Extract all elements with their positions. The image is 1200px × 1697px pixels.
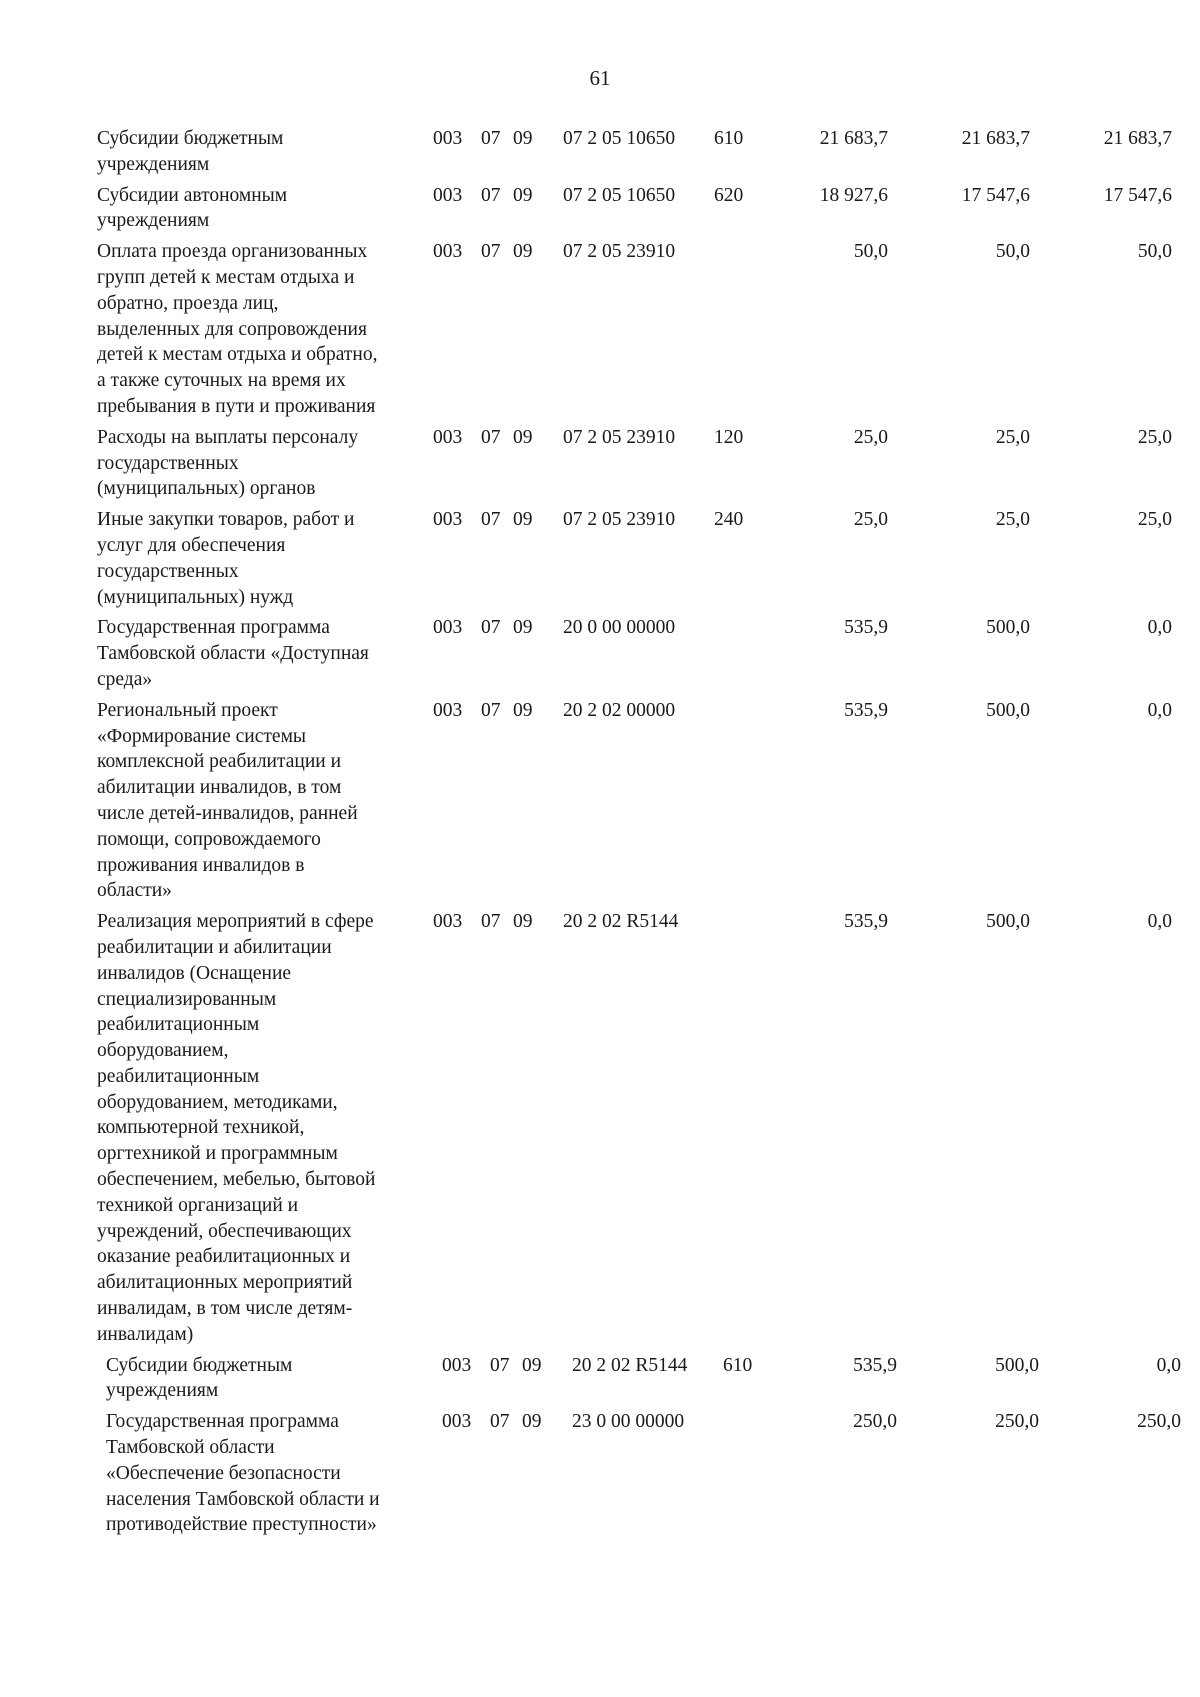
table-row [0, 126, 1200, 178]
amount-year-2: 25,0 [995, 426, 1030, 448]
target-article-code: 07 2 05 23910 [563, 241, 676, 263]
amount-year-3: 21 683,7 [1103, 128, 1172, 149]
amount-year-2: 50,0 [995, 241, 1030, 263]
amount-year-2: 500,0 [986, 617, 1030, 639]
amount-year-3: 25,0 [1137, 426, 1172, 448]
amount-year-3: 50,0 [1137, 241, 1172, 263]
subsection-code: 09 [513, 184, 533, 206]
amount-year-2: 500,0 [986, 699, 1030, 721]
table-row [0, 239, 1200, 420]
table-row [9, 1409, 1200, 1538]
row-name: Государственная программа Тамбовской области «Обеспечение безопасности населения Тамбовской области и противодействие преступности» [106, 1411, 380, 1536]
amount-year-2: 17 547,6 [961, 184, 1030, 206]
amount-year-3: 0,0 [1147, 911, 1172, 933]
subsection-code: 09 [522, 1411, 542, 1433]
target-article-code: 07 2 05 23910 [563, 509, 676, 531]
section-code: 07 [481, 911, 501, 933]
target-article-code: 20 2 02 00000 [563, 699, 676, 721]
section-code: 07 [490, 1354, 510, 1376]
subsection-code: 09 [513, 241, 533, 263]
amount-year-1: 535,9 [844, 911, 888, 933]
row-name: Оплата проезда организованных групп детей к местам отдыха и обратно, проезда лиц, выделенных для сопровождения детей к местам отдыха и обратно, а также суточных на время их пребывания в пути и проживания [97, 241, 378, 417]
row-name: Субсидии бюджетным учреждениям [97, 128, 284, 175]
target-article-code: 07 2 05 23910 [563, 426, 676, 448]
row-name: Расходы на выплаты персоналу государственных (муниципальных) органов [97, 426, 359, 500]
amount-year-3: 17 547,6 [1103, 184, 1172, 206]
expense-type-code: 610 [723, 1354, 753, 1376]
expense-type-code: 120 [714, 426, 744, 448]
admin-code: 003 [433, 184, 463, 206]
row-name: Иные закупки товаров, работ и услуг для обеспечения государственных (муниципальных) нужд [97, 509, 355, 608]
section-code: 07 [481, 241, 501, 263]
admin-code: 003 [442, 1354, 472, 1376]
table-row [0, 425, 1200, 502]
expense-type-code: 240 [714, 509, 744, 531]
amount-year-1: 535,9 [853, 1354, 897, 1376]
section-code: 07 [490, 1411, 510, 1433]
amount-year-3: 0,0 [1147, 699, 1172, 721]
amount-year-3: 0,0 [1147, 617, 1172, 639]
admin-code: 003 [433, 241, 463, 263]
target-article-code: 07 2 05 10650 [563, 128, 676, 149]
amount-year-1: 535,9 [844, 617, 888, 639]
amount-year-1: 250,0 [853, 1411, 897, 1433]
section-code: 07 [481, 509, 501, 531]
amount-year-3: 0,0 [1156, 1354, 1181, 1376]
target-article-code: 07 2 05 10650 [563, 184, 676, 206]
section-code: 07 [481, 617, 501, 639]
amount-year-2: 21 683,7 [961, 128, 1030, 149]
page-number: 61 [589, 66, 611, 90]
admin-code: 003 [433, 426, 463, 448]
subsection-code: 09 [513, 128, 533, 149]
amount-year-2: 250,0 [995, 1411, 1039, 1433]
section-code: 07 [481, 699, 501, 721]
section-code: 07 [481, 426, 501, 448]
table-row [0, 183, 1200, 235]
amount-year-1: 18 927,6 [819, 184, 888, 206]
admin-code: 003 [433, 911, 463, 933]
target-article-code: 20 0 00 00000 [563, 617, 676, 639]
table-row [9, 1353, 1200, 1405]
admin-code: 003 [433, 509, 463, 531]
amount-year-1: 50,0 [853, 241, 888, 263]
amount-year-1: 535,9 [844, 699, 888, 721]
expense-type-code: 610 [714, 128, 744, 149]
subsection-code: 09 [513, 617, 533, 639]
section-code: 07 [481, 128, 501, 149]
row-name: Реализация мероприятий в сфере реабилитации и абилитации инвалидов (Оснащение специализированным реабилитационным оборудованием, реабилитационным оборудованием, методиками, компьютерной техникой, оргтехникой и программным обеспечением, мебелью, бытовой техникой организаций и учреждений, обеспечивающих оказание реабилитационных и абилитационных мероприятий инвалидам, в том числе детям- инвалидам) [97, 911, 376, 1345]
subsection-code: 09 [513, 911, 533, 933]
amount-year-1: 25,0 [853, 426, 888, 448]
amount-year-1: 21 683,7 [819, 128, 888, 149]
table-row [0, 507, 1200, 610]
target-article-code: 20 2 02 R5144 [572, 1354, 688, 1376]
row-name: Субсидии бюджетным учреждениям [106, 1354, 293, 1402]
target-article-code: 23 0 00 00000 [572, 1411, 685, 1433]
admin-code: 003 [433, 617, 463, 639]
subsection-code: 09 [513, 509, 533, 531]
subsection-code: 09 [513, 426, 533, 448]
admin-code: 003 [442, 1411, 472, 1433]
amount-year-2: 500,0 [995, 1354, 1039, 1376]
amount-year-3: 250,0 [1137, 1411, 1181, 1433]
row-name: Субсидии автономным учреждениям [97, 184, 288, 232]
row-name: Государственная программа Тамбовской области «Доступная среда» [97, 617, 369, 690]
budget-table [0, 126, 1200, 1543]
admin-code: 003 [433, 699, 463, 721]
amount-year-1: 25,0 [853, 509, 888, 531]
section-code: 07 [481, 184, 501, 206]
row-name: Региональный проект «Формирование системы комплексной реабилитации и абилитации инвалидов, в том числе детей-инвалидов, ранней помощи, сопровождаемого проживания инвалидов в области» [97, 699, 358, 902]
amount-year-2: 25,0 [995, 509, 1030, 531]
table-row [0, 615, 1200, 692]
subsection-code: 09 [513, 699, 533, 721]
subsection-code: 09 [522, 1354, 542, 1376]
table-row [0, 698, 1200, 904]
table-row [0, 909, 1200, 1348]
amount-year-3: 25,0 [1137, 509, 1172, 531]
target-article-code: 20 2 02 R5144 [563, 911, 679, 933]
expense-type-code: 620 [714, 184, 744, 206]
admin-code: 003 [433, 128, 463, 149]
amount-year-2: 500,0 [986, 911, 1030, 933]
